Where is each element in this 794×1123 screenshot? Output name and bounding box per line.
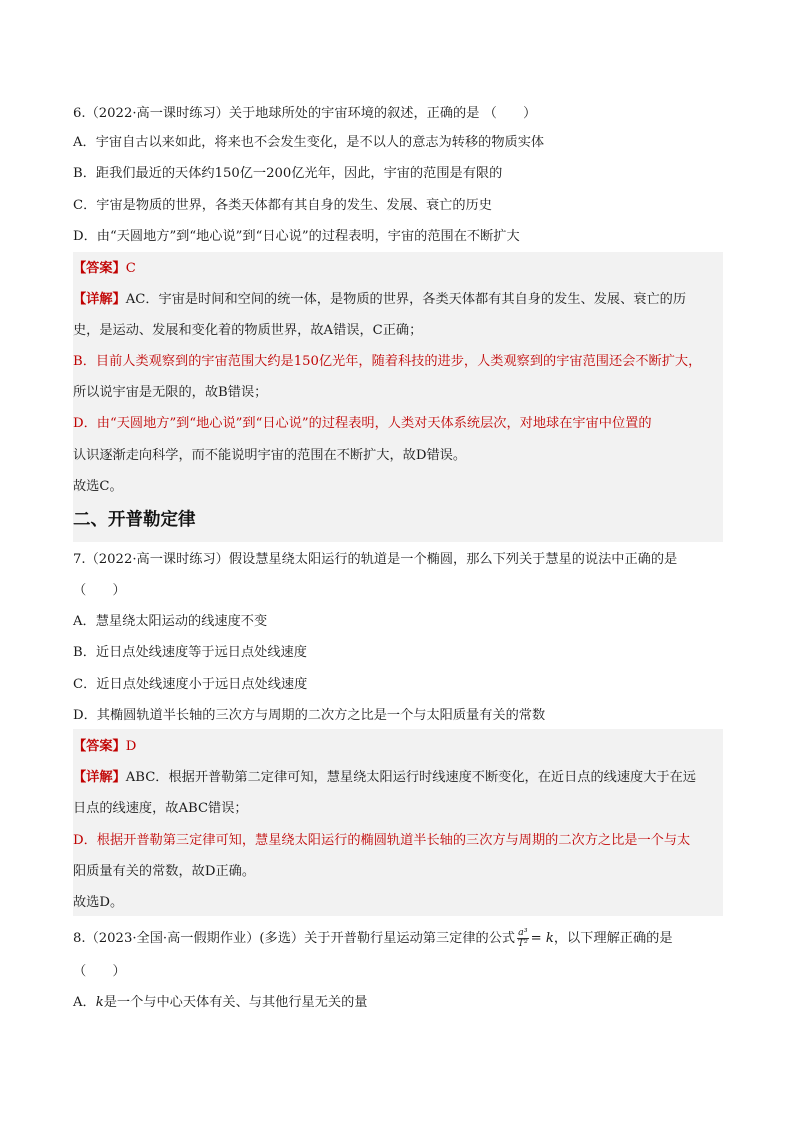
q7-detail-line-4: 阳质量有关的常数，故D正确。 xyxy=(73,864,256,879)
question-6-stem: 6.（2022·高一课时练习）关于地球所处的宇宙环境的叙述，正确的是 （ ） xyxy=(73,106,537,121)
question-8-stem: 8.（2023·全国·高一假期作业）(多选）关于开普勒行星运动第三定律的公式 $\frac{\text{a³}}{\text{T²}}$ = k，以下理解正确的是 xyxy=(73,927,673,949)
q7-option-b: B．近日点处线速度等于远日点处线速度 xyxy=(73,645,307,660)
detail-tag: 【详解】 xyxy=(73,292,126,307)
kepler-formula-rhs: = k xyxy=(530,931,554,946)
q7-conclusion: 故选D。 xyxy=(73,895,124,910)
q7-detail-line-1: 【详解】ABC．根据开普勒第二定律可知，慧星绕太阳运行时线速度不断变化，在近日点的线速度大于在远 xyxy=(73,770,696,785)
question-7-stem-line-1: 7.（2022·高一课时练习）假设慧星绕太阳运行的轨道是一个椭圆，那么下列关于慧星的说法中正确的是 xyxy=(73,552,678,567)
q7-answer xyxy=(73,737,136,757)
question-8-stem-line-2: （ ） xyxy=(73,964,126,979)
answer-tag: 【答案】 xyxy=(73,739,126,754)
q6-detail-line-1: 【详解】AC．宇宙是时间和空间的统一体，是物质的世界，各类天体都有其自身的发生、发展、衰亡的历 xyxy=(73,292,687,307)
q6-option-c: C．宇宙是物质的世界，各类天体都有其自身的发生、发展、衰亡的历史 xyxy=(73,198,492,213)
q6-option-b: B．距我们最近的天体约150亿一200亿光年，因此，宇宙的范围是有限的 xyxy=(73,166,503,181)
q6-detail-line-6: 认识逐渐走向科学，而不能说明宇宙的范围在不断扩大，故D错误。 xyxy=(73,448,467,463)
q6-detail-line-4: 所以说宇宙是无限的，故B错误； xyxy=(73,385,268,400)
answer-value: C xyxy=(125,261,136,276)
answer-value: D xyxy=(125,739,137,754)
q7-detail-line-3: D．根据开普勒第三定律可知，慧星绕太阳运行的椭圆轨道半长轴的三次方与周期的二次方之比是一个与太 xyxy=(73,833,691,848)
q6-option-a: A．宇宙自古以来如此，将来也不会发生变化，是不以人的意志为转移的物质实体 xyxy=(73,135,545,150)
q6-option-d: D．由“天圆地方”到“地心说”到“日心说”的过程表明，宇宙的范围在不断扩大 xyxy=(73,229,520,244)
q7-detail-line-2: 日点的线速度，故ABC错误； xyxy=(73,801,248,816)
section-title: 二、开普勒定律 xyxy=(73,510,196,530)
q8-option-a: A．k是一个与中心天体有关、与其他行星无关的量 xyxy=(73,995,368,1010)
q6-detail-line-3: B．目前人类观察到的宇宙范围大约是150亿光年，随着科技的进步，人类观察到的宇宙范围还会不断扩大， xyxy=(73,354,702,369)
kepler-formula-fraction: $\frac{\text{a³}}{\text{T²}}$ xyxy=(517,927,528,949)
q6-conclusion: 故选C。 xyxy=(73,479,123,494)
q6-detail-line-2: 史，是运动、发展和变化着的物质世界，故A错误，C正确； xyxy=(73,323,423,338)
answer-tag: 【答案】 xyxy=(73,261,126,276)
q7-option-c: C．近日点处线速度小于远日点处线速度 xyxy=(73,677,308,692)
question-7-stem-line-2: （ ） xyxy=(73,583,126,598)
q6-detail-line-5: D．由“天圆地方”到“地心说”到“日心说”的过程表明，人类对天体系统层次，对地球在宇宙中位置的 xyxy=(73,416,652,431)
q7-option-a: A．慧星绕太阳运动的线速度不变 xyxy=(73,614,268,629)
var-k: k xyxy=(95,995,104,1010)
q7-solution-block xyxy=(73,729,723,916)
detail-tag: 【详解】 xyxy=(73,770,126,785)
q6-answer xyxy=(73,259,136,279)
q7-option-d: D．其椭圆轨道半长轴的三次方与周期的二次方之比是一个与太阳质量有关的常数 xyxy=(73,708,546,723)
